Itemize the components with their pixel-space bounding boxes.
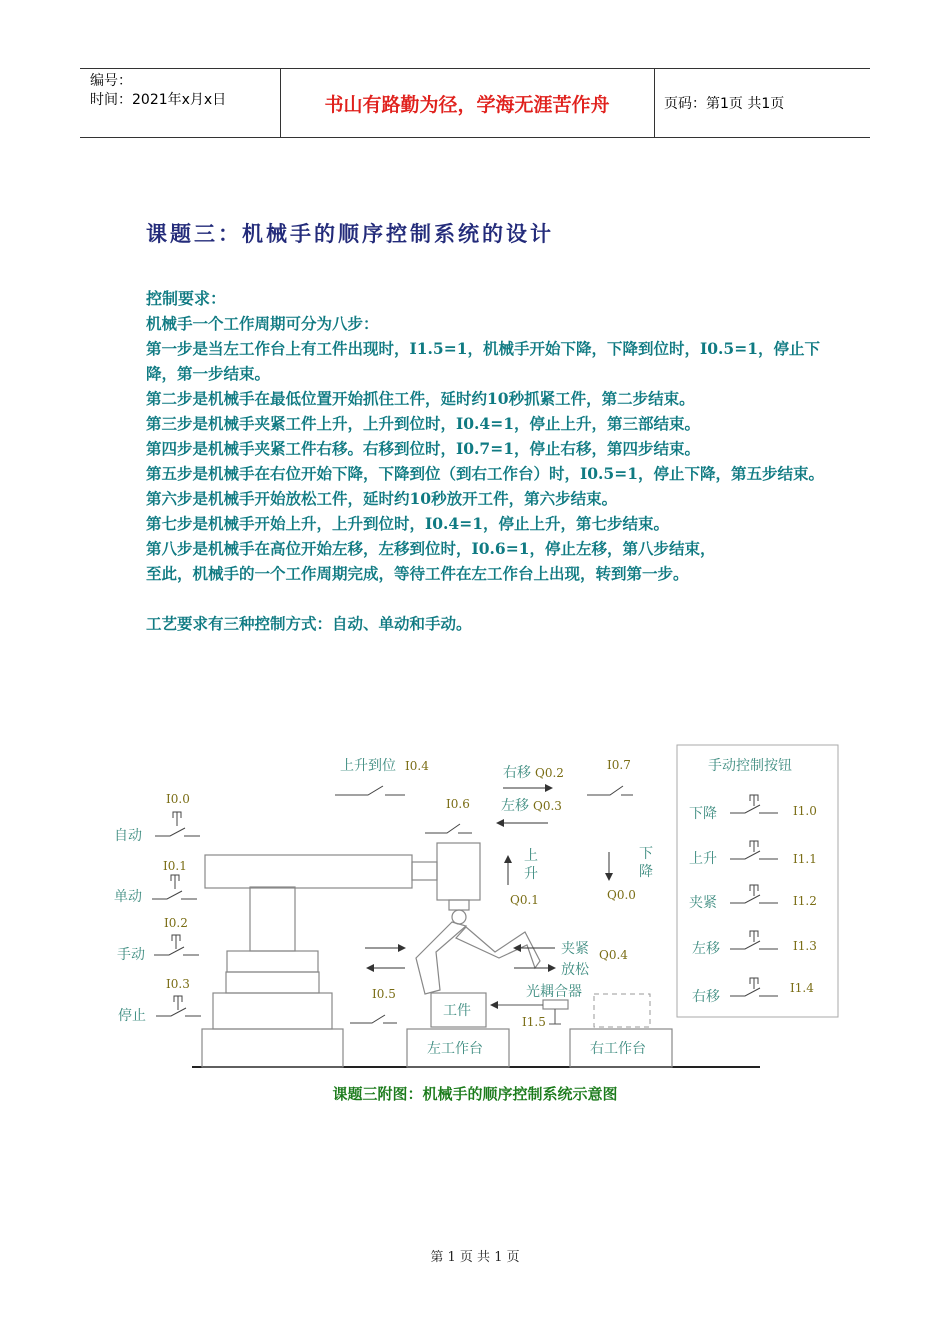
requirements-body [146,286,826,636]
svg-text:右移: 右移 [692,989,720,1005]
left-move-label: 左移 [501,798,529,814]
requirement-line: 机械手一个工作周期可分为八步： [146,314,379,333]
down-limit-addr: I0.5 [372,987,396,1001]
manual-button-down[interactable] [689,795,817,822]
requirement-line: 第七步是机械手开始上升，上升到位时，I0.4=1，停止上升，第七步结束。 [146,514,669,533]
right-move-label: 右移 [503,765,531,781]
mode-button-auto[interactable] [114,792,200,844]
down-limit-switch [350,1015,397,1023]
right-limit-switch [587,786,633,795]
requirement-line: 第八步是机械手在高位开始左移，左移到位时，I0.6=1，停止左移，第八步结束， [146,539,716,558]
header-table [80,68,870,138]
figure-caption: 课题三附图：机械手的顺序控制系统示意图 [332,1085,618,1103]
requirement-line: 第一步是当左工作台上有工件出现时，I1.5=1，机械手开始下降，下降到位时，I0.5=1，停止下降，第一步结束。 [146,339,820,383]
svg-text:上升: 上升 [689,851,717,867]
down-label-2: 降 [639,864,653,880]
svg-text:I1.1: I1.1 [793,852,817,866]
requirements-heading: 控制要求： [146,289,227,308]
header-divider [654,69,655,137]
manual-button-right[interactable] [692,978,814,1005]
svg-text:I0.3: I0.3 [166,977,190,991]
left-table-label: 左工作台 [427,1041,483,1057]
down-label: 下 [639,846,653,862]
clamp-addr: Q0.4 [599,948,628,962]
up-limit-label: 上升到位 [340,758,396,774]
right-table-label: 右工作台 [590,1041,646,1057]
svg-text:停止: 停止 [118,1008,146,1024]
svg-text:I0.2: I0.2 [164,916,188,930]
svg-text:I1.0: I1.0 [793,804,817,818]
manual-button-up[interactable] [689,841,817,867]
right-move-addr: Q0.2 [535,766,564,780]
svg-text:I1.2: I1.2 [793,894,817,908]
svg-text:I0.0: I0.0 [166,792,190,806]
manipulator-diagram [100,740,850,1075]
target-position [594,994,650,1027]
number-label: 编号： [90,73,132,89]
header-meta [80,69,280,137]
right-limit-addr: I0.7 [607,758,631,772]
page-footer: 第 1 页 共 1 页 [430,1250,520,1265]
requirement-line: 第三步是机械手夹紧工件上升，上升到位时，I0.4=1，停止上升，第三部结束。 [146,414,700,433]
time-label: 时间：2021年x月x日 [90,92,227,108]
mode-button-stop[interactable] [118,977,201,1024]
gripper [416,922,540,994]
manual-button-clamp[interactable] [689,885,817,911]
clamp-label: 夹紧 [561,941,589,957]
svg-text:手动: 手动 [117,947,145,963]
requirement-line: 第六步是机械手开始放松工件，延时约10秒放开工件，第六步结束。 [146,489,618,508]
svg-text:I1.4: I1.4 [790,981,814,995]
up-limit-addr: I0.4 [405,759,429,773]
manual-panel-title: 手动控制按钮 [708,758,792,774]
requirement-line: 第五步是机械手在右位开始下降，下降到位（到右工作台）时，I0.5=1，停止下降，第五步结束。 [146,464,824,483]
release-label: 放松 [561,962,589,978]
svg-text:I0.1: I0.1 [163,859,187,873]
up-label-2: 升 [524,866,538,882]
mode-button-manual[interactable] [117,916,199,963]
up-addr: Q0.1 [510,893,539,907]
manual-button-left[interactable] [692,931,817,957]
svg-text:I1.3: I1.3 [793,939,817,953]
requirement-line: 第四步是机械手夹紧工件右移。右移到位时，I0.7=1，停止右移，第四步结束。 [146,439,700,458]
left-limit-switch [425,824,472,833]
header-motto: 书山有路勤为径，学海无涯苦作舟 [324,93,610,116]
robot-base [202,887,343,1067]
mode-button-single[interactable] [114,859,197,905]
header-page-info: 页码：第1页 共1页 [664,96,785,112]
up-label: 上 [524,848,538,864]
down-addr: Q0.0 [607,888,636,902]
optocoupler-addr: I1.5 [522,1015,546,1029]
requirement-line: 第二步是机械手在最低位置开始抓住工件，延时约10秒抓紧工件，第二步结束。 [146,389,695,408]
svg-text:夹紧: 夹紧 [689,895,717,911]
optocoupler-label: 光耦合器 [526,984,582,1000]
svg-text:下降: 下降 [689,806,717,822]
svg-text:左移: 左移 [692,941,720,957]
requirement-line: 至此，机械手的一个工作周期完成，等待工件在左工作台上出现，转到第一步。 [146,564,689,583]
manual-panel [677,745,838,1017]
svg-text:单动: 单动 [114,889,142,905]
left-move-addr: Q0.3 [533,799,562,813]
up-limit-switch [335,786,405,795]
left-limit-addr: I0.6 [446,797,470,811]
workpiece-label: 工件 [443,1003,471,1019]
svg-text:自动: 自动 [114,828,142,844]
page-title: 课题三：机械手的顺序控制系统的设计 [146,221,554,246]
process-requirement: 工艺要求有三种控制方式：自动、单动和手动。 [146,614,472,633]
robot-arm [205,843,480,924]
